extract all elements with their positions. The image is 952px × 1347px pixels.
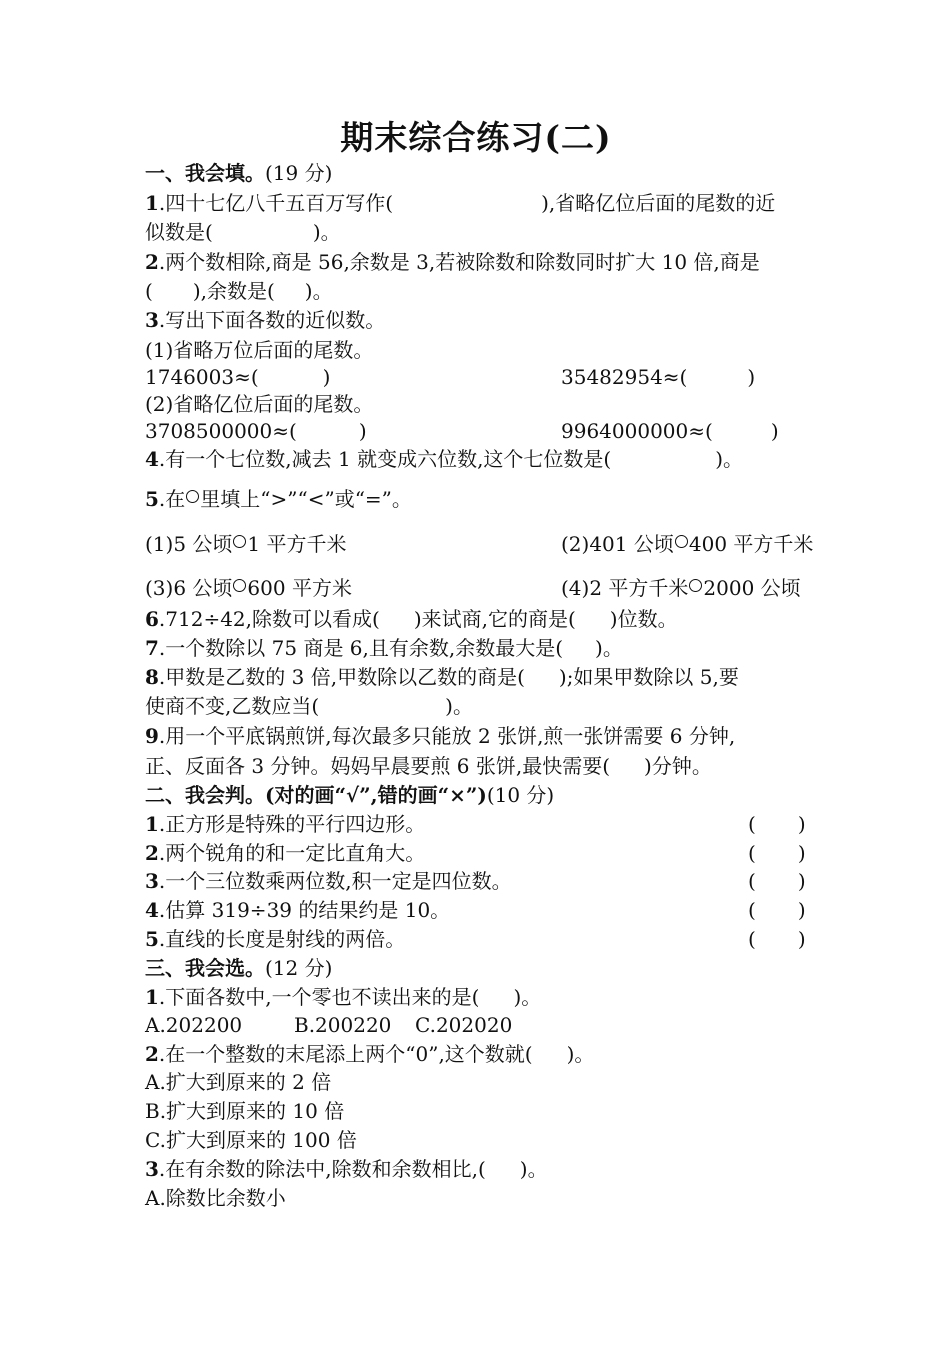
q1-3-sub1-b: 35482954≈( [561,365,688,389]
q1-7-line [145,635,623,661]
q1-3-line [145,307,385,333]
q1-6-text-b: )来试商,它的商是( [413,607,576,631]
judge-item-2 [145,840,825,866]
q1-5-p4a: (4)2 平方千米 [561,576,689,600]
q1-2-text-d: )。 [304,279,333,303]
paren-close: ) [797,812,806,836]
q1-5-row1 [145,531,814,557]
choose-q2-text-a: .在一个整数的末尾添上两个“0”,这个数就( [158,1042,533,1066]
q1-9-text-a: .用一个平底锅煎饼,每次最多只能放 2 张饼,煎一张饼需要 6 分钟, [158,724,736,748]
q1-9-text-b: 正、反面各 3 分钟。妈妈早晨要煎 6 张饼,最快需要( [145,754,611,778]
q1-6-line [145,606,678,632]
q1-9-text-c: )分钟。 [644,754,712,778]
q1-3-sub1-b-close: ) [747,365,756,389]
q1-3-text: .写出下面各数的近似数。 [158,308,386,332]
q1-5-p1b: 1 平方千米 [247,532,347,556]
choose-q1-option-c: C.202020 [415,1013,513,1037]
paren-close: ) [797,927,806,951]
judge-text: .一个三位数乘两位数,积一定是四位数。 [158,869,512,893]
choose-q1-line [145,984,541,1010]
section-2-title: 二、我会判。(对的画“√”,错的画“×”) [145,783,487,807]
q1-3-sub1-items [145,364,756,390]
q1-8-text-b: );如果甲数除以 5,要 [558,665,739,689]
choose-q1-number: 1 [145,985,159,1009]
q1-6-text-a: .712÷42,除数可以看成( [158,607,380,631]
judge-answer-parens [748,868,806,894]
q1-8-line2 [145,693,473,719]
choose-q1-option-b: B.200220 [294,1013,392,1037]
q1-5-number: 5 [145,487,159,511]
q1-9-number: 9 [145,724,159,748]
q1-3-sub2-a: 3708500000≈( [145,419,297,443]
judge-item-4 [145,897,825,923]
q1-3-sub2-b-close: ) [770,419,779,443]
q1-5-p1a: (1)5 公顷 [145,532,233,556]
judge-item-3 [145,868,825,894]
section-3-points: (12 分) [265,956,333,980]
q1-3-sub2-a-close: ) [358,419,367,443]
q1-1-number: 1 [145,191,159,215]
q1-1-text-b: ),省略亿位后面的尾数的近 [541,191,776,215]
choose-q3-text-b: )。 [519,1157,548,1181]
q1-3-sub2: (2)省略亿位后面的尾数。 [145,392,374,416]
q1-1-text-a: .四十七亿八千五百万写作( [158,191,394,215]
q1-8-line1 [145,664,739,690]
judge-item-5 [145,926,825,952]
q1-4-line [145,446,743,472]
paren-open: ( [748,812,756,836]
judge-number: 5 [145,927,159,951]
paren-close: ) [797,869,806,893]
choose-q1-option-a: A.202200 [145,1013,243,1037]
q1-1-text-c: 似数是( [145,220,213,244]
circle-icon [233,535,246,548]
circle-icon [186,490,199,503]
q1-2-text-a: .两个数相除,商是 56,余数是 3,若被除数和除数同时扩大 10 倍,商是 [158,250,760,274]
section-1-points: (19 分) [265,161,333,185]
circle-icon [689,579,702,592]
q1-7-text-a: .一个数除以 75 商是 6,且有余数,余数最大是( [158,636,564,660]
section-3-heading [145,955,332,981]
q1-5-p3a: (3)6 公顷 [145,576,233,600]
choose-q2-line [145,1041,594,1067]
q1-1-text-d: )。 [312,220,341,244]
q1-5-row2 [145,575,801,601]
judge-text: .直线的长度是射线的两倍。 [158,927,406,951]
q1-4-text-a: .有一个七位数,减去 1 就变成六位数,这个七位数是( [158,447,612,471]
judge-text: .正方形是特殊的平行四边形。 [158,812,426,836]
q1-5-p4-wrap [561,575,801,601]
q1-6-text-c: )位数。 [609,607,678,631]
q1-8-number: 8 [145,665,159,689]
q1-1-line1 [145,190,775,216]
q1-3-sub1: (1)省略万位后面的尾数。 [145,338,374,362]
judge-number: 4 [145,898,159,922]
paren-open: ( [748,841,756,865]
q1-7-text-b: )。 [595,636,623,660]
q1-3-sub1-b-wrap [561,364,755,390]
choose-q3-line [145,1156,548,1182]
choose-q2-number: 2 [145,1042,159,1066]
choose-q2-option-c: C.扩大到原来的 100 倍 [145,1128,357,1152]
q1-4-text-b: )。 [715,447,744,471]
q1-2-line2 [145,278,333,304]
judge-text: .两个锐角的和一定比直角大。 [158,841,426,865]
judge-answer-parens [748,897,806,923]
choose-q1-text-a: .下面各数中,一个零也不读出来的是( [158,985,480,1009]
q1-2-text-c: ),余数是( [192,279,275,303]
q1-8-text-a: .甲数是乙数的 3 倍,甲数除以乙数的商是( [158,665,525,689]
section-2-heading [145,782,554,808]
paren-close: ) [797,898,806,922]
q1-5-p2a: (2)401 公顷 [561,532,674,556]
circle-icon [675,535,688,548]
q1-3-sub2-b: 9964000000≈( [561,419,713,443]
judge-number: 3 [145,869,159,893]
paren-close: ) [797,841,806,865]
choose-q1-text-b: )。 [513,985,542,1009]
judge-number: 1 [145,812,159,836]
q1-8-text-c: 使商不变,乙数应当( [145,694,320,718]
choose-q2-text-b: )。 [566,1042,595,1066]
q1-3-sub2-items [145,418,779,444]
section-1-heading [145,160,332,186]
page-title: 期末综合练习(二) [340,118,612,157]
circle-icon [233,579,246,592]
q1-4-number: 4 [145,447,159,471]
section-1-title: 一、我会填。 [145,161,265,185]
q1-8-text-d: )。 [445,694,473,718]
q1-2-text-b: ( [145,279,153,303]
section-3-title: 三、我会选。 [145,956,265,980]
judge-answer-parens [748,926,806,952]
q1-1-line2 [145,219,341,245]
q1-5-p2b: 400 平方千米 [688,532,814,556]
q1-5-text-b: 里填上“>”“<”或“=”。 [200,487,412,511]
choose-q3-number: 3 [145,1157,159,1181]
q1-6-number: 6 [145,607,159,631]
judge-answer-parens [748,811,806,837]
q1-5-line [145,486,412,512]
choose-q3-text-a: .在有余数的除法中,除数和余数相比,( [158,1157,486,1181]
q1-2-number: 2 [145,250,159,274]
q1-7-number: 7 [145,636,159,660]
judge-text: .估算 319÷39 的结果约是 10。 [158,898,451,922]
judge-item-1 [145,811,825,837]
choose-q2-option-b: B.扩大到原来的 10 倍 [145,1099,345,1123]
q1-5-text-a: .在 [158,487,186,511]
q1-3-sub1-a: 1746003≈( [145,365,259,389]
q1-5-p4b: 2000 公顷 [703,576,801,600]
judge-answer-parens [748,840,806,866]
paren-open: ( [748,869,756,893]
judge-number: 2 [145,841,159,865]
q1-2-line1 [145,249,760,275]
choose-q1-options [145,1012,513,1038]
section-2-points: (10 分) [486,783,555,807]
q1-3-sub2-b-wrap [561,418,779,444]
choose-q3-option-a: A.除数比余数小 [145,1186,286,1210]
q1-9-line2 [145,753,712,779]
q1-3-sub1-a-close: ) [322,365,331,389]
q1-5-p2-wrap [561,531,813,557]
choose-q2-option-a: A.扩大到原来的 2 倍 [145,1070,332,1094]
q1-5-p3b: 600 平方米 [247,576,352,600]
paren-open: ( [748,898,756,922]
q1-9-line1 [145,723,735,749]
q1-3-number: 3 [145,308,159,332]
paren-open: ( [748,927,756,951]
